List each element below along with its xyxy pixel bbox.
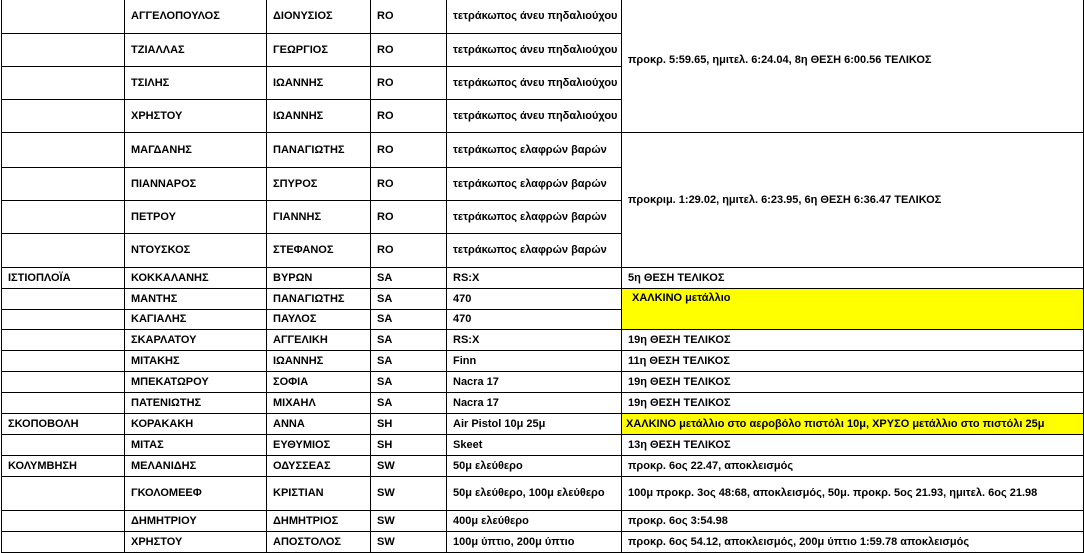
table-row <box>2 133 1084 168</box>
table-row <box>2 289 1084 310</box>
name-cell: ΑΝΝΑ <box>267 414 371 435</box>
result-cell: προκρ. 6ος 54.12, αποκλεισμός, 200μ ύπτιο 1:59.78 αποκλεισμός <box>622 532 1084 553</box>
name-cell: ΠΑΥΛΟΣ <box>267 310 371 330</box>
code-cell: SA <box>371 330 447 351</box>
surname-cell: ΔΗΜΗΤΡΙΟΥ <box>125 511 267 532</box>
sport-cell <box>2 289 125 310</box>
name-cell: ΠΑΝΑΓΙΩΤΗΣ <box>267 289 371 310</box>
name-cell: ΣΤΕΦΑΝΟΣ <box>267 234 371 268</box>
surname-cell: ΠΕΤΡΟΥ <box>125 201 267 234</box>
surname-cell: ΝΤΟΥΣΚΟΣ <box>125 234 267 268</box>
code-cell: SA <box>371 289 447 310</box>
name-cell: ΙΩΑΝΝΗΣ <box>267 67 371 100</box>
event-cell: RS:X <box>447 330 622 351</box>
table-row <box>2 372 1084 393</box>
name-cell: ΜΙΧΑΗΛ <box>267 393 371 414</box>
surname-cell: ΜΙΤΑΚΗΣ <box>125 351 267 372</box>
event-cell: Skeet <box>447 435 622 456</box>
sport-cell <box>2 168 125 201</box>
event-cell: 470 <box>447 289 622 310</box>
name-cell: ΕΥΘΥΜΙΟΣ <box>267 435 371 456</box>
result-cell: προκρ. 6ος 22.47, αποκλεισμός <box>622 456 1084 477</box>
event-cell: 400μ ελεύθερο <box>447 511 622 532</box>
sport-cell <box>2 351 125 372</box>
name-cell: ΑΓΓΕΛΙΚΗ <box>267 330 371 351</box>
event-cell: Nacra 17 <box>447 372 622 393</box>
name-cell: ΣΟΦΙΑ <box>267 372 371 393</box>
event-cell: 50μ ελεύθερο, 100μ ελεύθερο <box>447 477 622 511</box>
code-cell: RO <box>371 34 447 67</box>
sport-cell <box>2 234 125 268</box>
code-cell: SA <box>371 310 447 330</box>
table-row <box>2 456 1084 477</box>
table-row <box>2 268 1084 289</box>
surname-cell: ΜΑΝΤΗΣ <box>125 289 267 310</box>
table-row <box>2 0 1084 34</box>
results-table <box>1 0 1084 553</box>
surname-cell: ΤΖΙΑΛΛΑΣ <box>125 34 267 67</box>
event-cell: Finn <box>447 351 622 372</box>
name-cell: ΙΩΑΝΝΗΣ <box>267 100 371 133</box>
sport-cell: ΚΟΛΥΜΒΗΣΗ <box>2 456 125 477</box>
result-cell-rowing-coxless: προκρ. 5:59.65, ημιτελ. 6:24.04, 8η ΘΕΣΗ 6:00.56 ΤΕΛΙΚΟΣ <box>622 0 1084 133</box>
sport-cell: ΣΚΟΠΟΒΟΛΗ <box>2 414 125 435</box>
surname-cell: ΜΠΕΚΑΤΩΡΟΥ <box>125 372 267 393</box>
name-cell: ΑΠΟΣΤΟΛΟΣ <box>267 532 371 553</box>
name-cell: ΠΑΝΑΓΙΩΤΗΣ <box>267 133 371 168</box>
name-cell: ΟΔΥΣΣΕΑΣ <box>267 456 371 477</box>
name-cell: ΚΡΙΣΤΙΑΝ <box>267 477 371 511</box>
name-cell: ΒΥΡΩΝ <box>267 268 371 289</box>
name-cell: ΓΙΑΝΝΗΣ <box>267 201 371 234</box>
result-cell-medal-470: ΧΑΛΚΙΝΟ μετάλλιο <box>622 289 1084 330</box>
code-cell: SA <box>371 372 447 393</box>
code-cell: SA <box>371 268 447 289</box>
surname-cell: ΠΑΤΕΝΙΩΤΗΣ <box>125 393 267 414</box>
event-cell: RS:X <box>447 268 622 289</box>
event-cell: Nacra 17 <box>447 393 622 414</box>
surname-cell: ΜΑΓΔΑΝΗΣ <box>125 133 267 168</box>
event-cell: τετράκωπος άνευ πηδαλιούχου <box>447 0 622 34</box>
event-cell: τετράκωπος άνευ πηδαλιούχου <box>447 100 622 133</box>
surname-cell: ΜΙΤΑΣ <box>125 435 267 456</box>
sport-cell <box>2 100 125 133</box>
code-cell: RO <box>371 201 447 234</box>
sport-cell <box>2 511 125 532</box>
sport-cell <box>2 330 125 351</box>
sport-cell <box>2 201 125 234</box>
table-row <box>2 435 1084 456</box>
sport-cell <box>2 393 125 414</box>
name-cell: ΔΙΟΝΥΣΙΟΣ <box>267 0 371 34</box>
sport-cell <box>2 0 125 34</box>
code-cell: SH <box>371 435 447 456</box>
event-cell: Air Pistol 10μ 25μ <box>447 414 622 435</box>
surname-cell: ΧΡΗΣΤΟΥ <box>125 100 267 133</box>
result-cell: 5η ΘΕΣΗ ΤΕΛΙΚΟΣ <box>622 268 1084 289</box>
event-cell: τετράκωπος άνευ πηδαλιούχου <box>447 34 622 67</box>
code-cell: RO <box>371 100 447 133</box>
result-cell-rowing-lightweight: προκριμ. 1:29.02, ημιτελ. 6:23.95, 6η ΘΕΣΗ 6:36.47 ΤΕΛΙΚΟΣ <box>622 133 1084 268</box>
code-cell: RO <box>371 168 447 201</box>
code-cell: RO <box>371 0 447 34</box>
table-row <box>2 393 1084 414</box>
surname-cell: ΜΕΛΑΝΙΔΗΣ <box>125 456 267 477</box>
code-cell: RO <box>371 67 447 100</box>
sport-cell <box>2 477 125 511</box>
table-row <box>2 330 1084 351</box>
code-cell: SW <box>371 456 447 477</box>
surname-cell: ΑΓΓΕΛΟΠΟΥΛΟΣ <box>125 0 267 34</box>
result-cell: 19η ΘΕΣΗ ΤΕΛΙΚΟΣ <box>622 330 1084 351</box>
code-cell: RO <box>371 234 447 268</box>
sport-cell <box>2 372 125 393</box>
sport-cell <box>2 34 125 67</box>
sport-cell <box>2 133 125 168</box>
table-row <box>2 414 1084 435</box>
event-cell: 100μ ύπτιο, 200μ ύπτιο <box>447 532 622 553</box>
code-cell: SA <box>371 393 447 414</box>
result-cell: 19η ΘΕΣΗ ΤΕΛΙΚΟΣ <box>622 393 1084 414</box>
code-cell: SW <box>371 477 447 511</box>
event-cell: τετράκωπος άνευ πηδαλιούχου <box>447 67 622 100</box>
sport-cell: ΙΣΤΙΟΠΛΟΪΑ <box>2 268 125 289</box>
sport-cell <box>2 310 125 330</box>
result-cell: 19η ΘΕΣΗ ΤΕΛΙΚΟΣ <box>622 372 1084 393</box>
table-row <box>2 477 1084 511</box>
surname-cell: ΠΙΑΝΝΑΡΟΣ <box>125 168 267 201</box>
event-cell: τετράκωπος ελαφρών βαρών <box>447 234 622 268</box>
surname-cell: ΣΚΑΡΛΑΤΟΥ <box>125 330 267 351</box>
code-cell: SW <box>371 532 447 553</box>
code-cell: SA <box>371 351 447 372</box>
name-cell: ΔΗΜΗΤΡΙΟΣ <box>267 511 371 532</box>
surname-cell: ΓΚΟΛΟΜΕΕΦ <box>125 477 267 511</box>
name-cell: ΙΩΑΝΝΗΣ <box>267 351 371 372</box>
sport-cell <box>2 532 125 553</box>
result-cell: 13η ΘΕΣΗ ΤΕΛΙΚΟΣ <box>622 435 1084 456</box>
surname-cell: ΚΟΚΚΑΛΑΝΗΣ <box>125 268 267 289</box>
result-cell: 100μ προκρ. 3ος 48:68, αποκλεισμός, 50μ. προκρ. 5ος 21.93, ημιτελ. 6ος 21.98 <box>622 477 1084 511</box>
surname-cell: ΚΟΡΑΚΑΚΗ <box>125 414 267 435</box>
table-row <box>2 511 1084 532</box>
name-cell: ΣΠΥΡΟΣ <box>267 168 371 201</box>
sport-cell <box>2 67 125 100</box>
event-cell: 50μ ελεύθερο <box>447 456 622 477</box>
code-cell: SH <box>371 414 447 435</box>
code-cell: RO <box>371 133 447 168</box>
surname-cell: ΧΡΗΣΤΟΥ <box>125 532 267 553</box>
event-cell: τετράκωπος ελαφρών βαρών <box>447 201 622 234</box>
surname-cell: ΤΣΙΛΗΣ <box>125 67 267 100</box>
result-cell-medal-shooting: ΧΑΛΚΙΝΟ μετάλλιο στο αεροβόλο πιστόλι 10μ, ΧΡΥΣΟ μετάλλιο στο πιστόλι 25μ <box>622 414 1084 435</box>
name-cell: ΓΕΩΡΓΙΟΣ <box>267 34 371 67</box>
surname-cell: ΚΑΓΙΑΛΗΣ <box>125 310 267 330</box>
event-cell: 470 <box>447 310 622 330</box>
sport-cell <box>2 435 125 456</box>
table-row <box>2 351 1084 372</box>
result-cell: προκρ. 6ος 3:54.98 <box>622 511 1084 532</box>
event-cell: τετράκωπος ελαφρών βαρών <box>447 168 622 201</box>
event-cell: τετράκωπος ελαφρών βαρών <box>447 133 622 168</box>
table-row <box>2 532 1084 553</box>
code-cell: SW <box>371 511 447 532</box>
result-cell: 11η ΘΕΣΗ ΤΕΛΙΚΟΣ <box>622 351 1084 372</box>
